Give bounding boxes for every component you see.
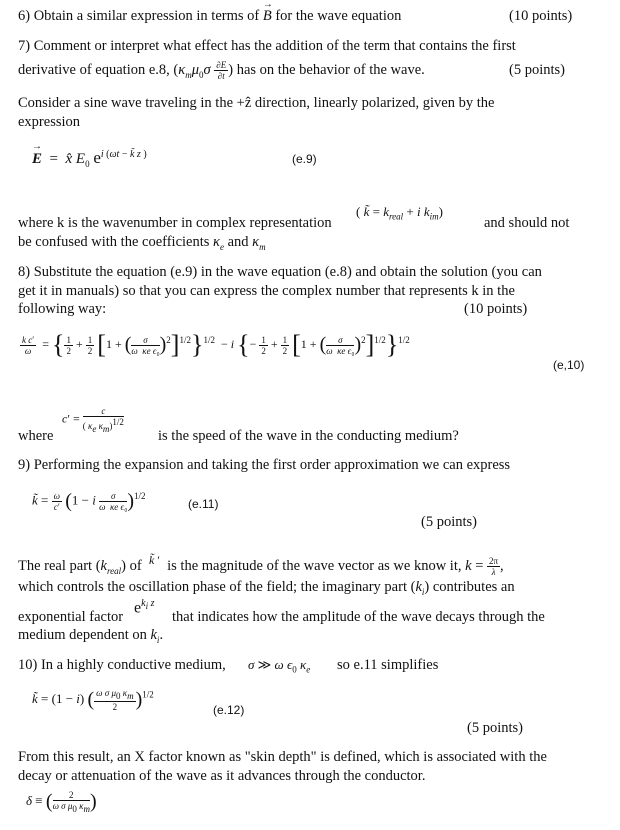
q10-points: (5 points) xyxy=(467,720,523,736)
q10-tail: so e.11 simplifies xyxy=(337,657,439,673)
q6-line xyxy=(18,0,402,25)
q8-line3: following way: xyxy=(18,301,107,317)
q7-points: (5 points) xyxy=(509,62,565,78)
intro-line1: Consider a sine wave traveling in the +ẑ direction, linearly polarized, given by the xyxy=(18,95,495,111)
skin-line1: From this result, an X factor known as "skin depth" is defined, which is associated with the xyxy=(18,749,547,765)
q9-line1: 9) Performing the expansion and taking the first order approximation we can express xyxy=(18,457,511,473)
real-line3-end: that indicates how the amplitude of the wave decays through the xyxy=(172,609,545,625)
real-line2: which controls the oscillation phase of the field; the imaginary part $(k_i)$ contributes an xyxy=(18,579,515,597)
c-prime-formula: c′ = $\frac{c}{( \kappa_e \kappa_m)^{1/2}}$ xyxy=(62,406,124,434)
q6-text: 6) Obtain a similar expression in terms of xyxy=(18,8,260,24)
c-prime-description: is the speed of the wave in the conducting medium? xyxy=(158,428,459,444)
q7-line2 xyxy=(18,60,425,81)
q9-points: (5 points) xyxy=(421,514,477,530)
equation-e9: → E = x̂ $E_0$ $e^{i (\omega t - k̃ z )}$ xyxy=(32,141,147,169)
equation-e11-label: (e.11) xyxy=(188,497,219,511)
q10-line1: 10) In a highly conductive medium, xyxy=(18,657,226,673)
q8-line2: get it in manuals) so that you can express the complex number that represents k in the xyxy=(18,283,515,299)
kdef-line1-end: and should not xyxy=(484,215,570,231)
q7-term: ($\kappa_m\mu_0\sigma$ $\frac{\partial E}{\partial t}$ ) xyxy=(173,60,234,81)
kdef-line2: be confused with the coefficients $\kappa_e$ and $\kappa_m$ xyxy=(18,234,266,252)
equation-e9-label: (e.9) xyxy=(292,152,317,166)
real-line3-start: exponential factor xyxy=(18,609,124,625)
kdef-line1-start: where k is the wavenumber in complex representation xyxy=(18,215,332,231)
k-complex-formula: ( k̃ = $k_{real} + i$ $k_{im}$) xyxy=(356,204,443,222)
real-line1: The real part $(k_{real})$ of $^{k̃ '}$ is the magnitude of the wave vector as we know it, k = $\frac{2\pi}{\lambda}$ , xyxy=(18,552,504,577)
vector-b: B xyxy=(262,8,272,24)
q8-points: (10 points) xyxy=(464,301,528,317)
q8-line1: 8) Substitute the equation (e.9) in the wave equation (e.8) and obtain the solution (you can xyxy=(18,264,542,280)
equation-e12: k̃ = (1 − i) ( $\frac{\omega \sigma \mu_0 \kappa_m}{2}$ )$^{1/2}$ xyxy=(32,688,154,712)
skin-line2: decay or attenuation of the wave as it advances through the conductor. xyxy=(18,768,426,784)
exp-factor: $e^{k_i z}$ xyxy=(134,598,155,617)
q6-tail: for the wave equation xyxy=(275,8,402,24)
real-line4: medium dependent on $k_i$. xyxy=(18,627,164,645)
q7-line1: 7) Comment or interpret what effect has the addition of the term that contains the first xyxy=(18,38,516,54)
equation-e11: k̃ = $\frac{\omega}{c'}$ (1 − i $\frac{\sigma}{\text{ω κe ϵ₀}}$ )$^{1/2}$ xyxy=(32,490,146,512)
q7-line2-start: derivative of equation e.8, xyxy=(18,61,170,78)
vector-arrow: → xyxy=(262,0,273,10)
equation-e10-label: (e,10) xyxy=(553,358,585,372)
q7-line2-end: has on the behavior of the wave. xyxy=(236,61,425,78)
equation-e12-label: (e.12) xyxy=(213,703,245,717)
where-label: where xyxy=(18,428,54,444)
equation-e10: $\frac{\text{k c′}}{\omega}$ = { $\frac{1}{2}$ + $\frac{1}{2}$ [1 + ( $\frac{\sigma}{\text{ω κe ϵ₀}}$ )$^2$]$^{1/2}$}$^{1/2}$ − i {− $\frac{1}{2}$ + $\frac{1}{2}$ [1 + ( $\frac{\sigma}{\text{ω κe ϵ₀}}$ )$^2$]$^{1/2}$}$^{1/2}$ xyxy=(22,330,410,359)
skin-depth-formula: δ ≡ ( $\frac{2}{\omega \sigma \mu_0 \kappa_m}$ ) xyxy=(26,790,97,814)
q10-condition: σ ≫ ω $\epsilon_0$ $\kappa_e$ xyxy=(248,657,311,675)
intro-line2: expression xyxy=(18,114,81,130)
q6-points: (10 points) xyxy=(509,8,573,24)
